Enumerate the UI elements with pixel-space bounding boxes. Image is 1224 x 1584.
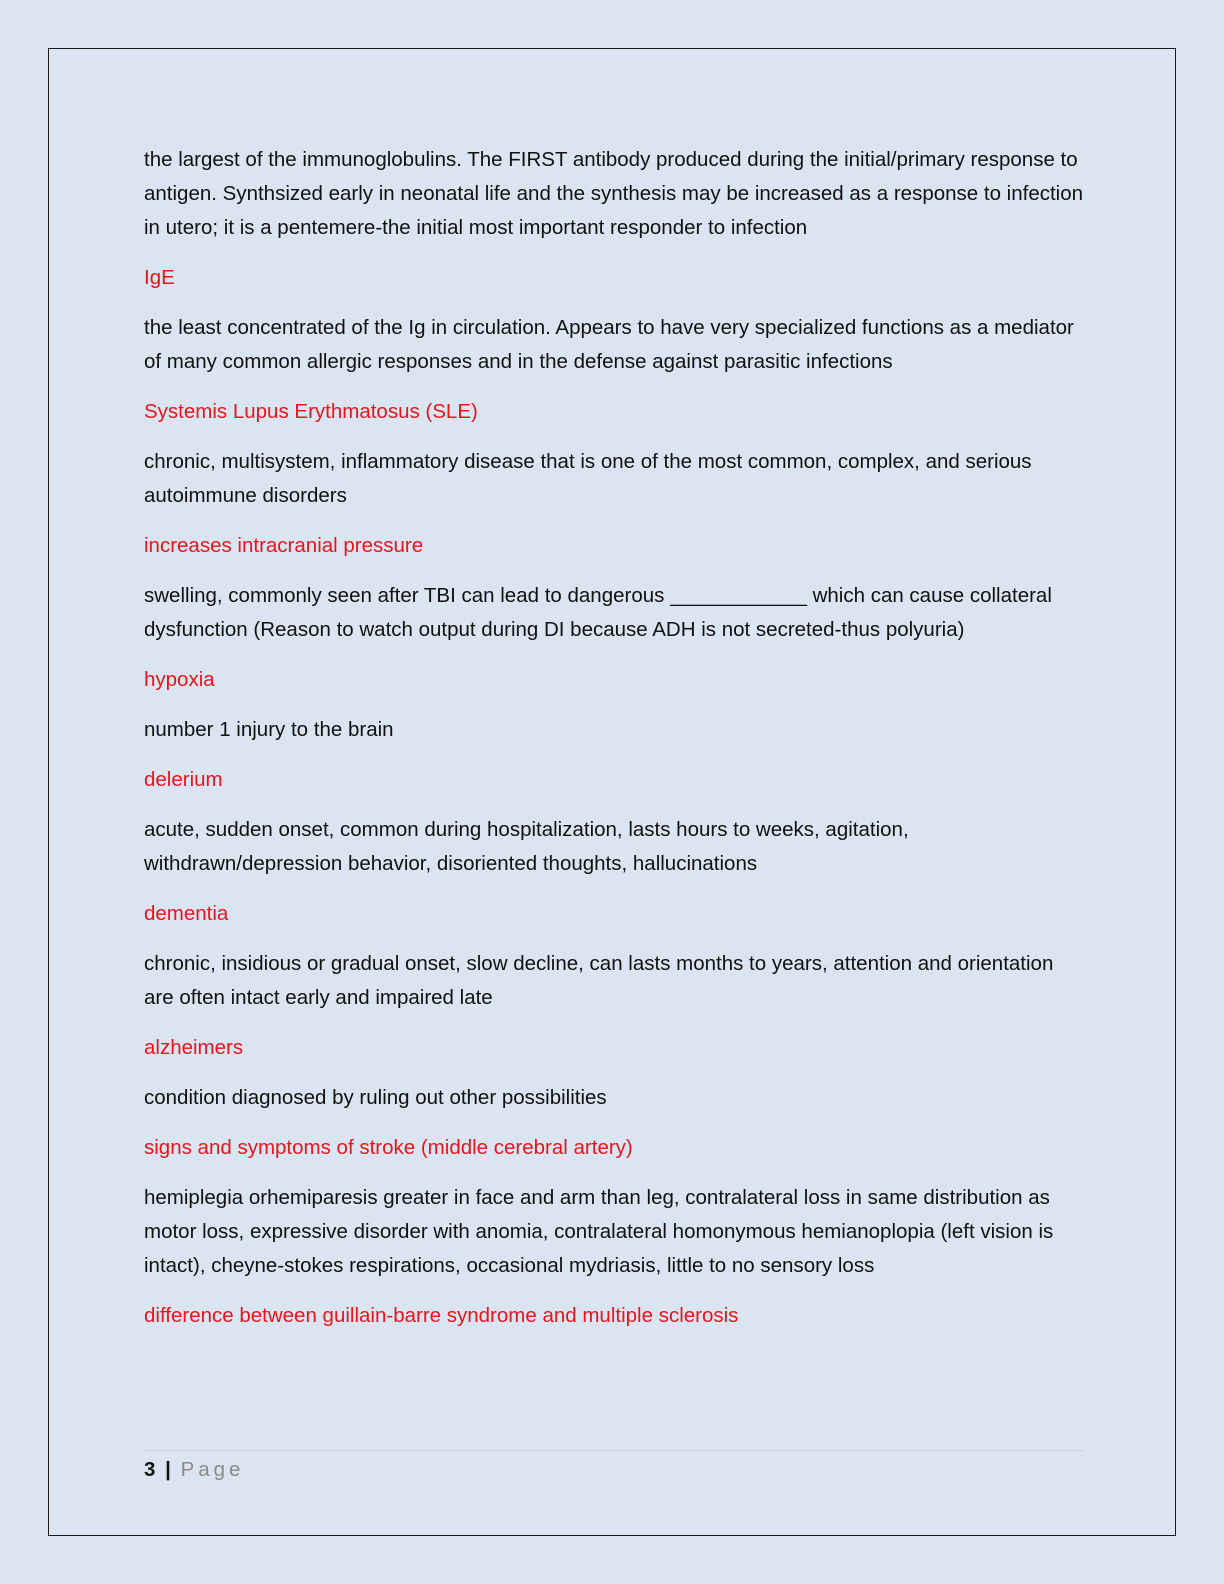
definition-text: number 1 injury to the brain <box>144 718 394 741</box>
definition-text: chronic, insidious or gradual onset, slow decline, can lasts months to years, attention and orientation are often intact early and impaired late <box>144 952 1054 1009</box>
definition-text: the least concentrated of the Ig in circulation. Appears to have very specialized functions as a mediator of many common allergic responses and in the defense against parasitic infections <box>144 316 1074 373</box>
term-heading: delerium <box>144 768 223 791</box>
definition-text: swelling, commonly seen after TBI can lead to dangerous ____________ which can cause collateral dysfunction (Reason to watch output during DI because ADH is not secreted-thus polyuria) <box>144 584 1052 641</box>
definition-text: acute, sudden onset, common during hospitalization, lasts hours to weeks, agitation, withdrawn/depression behavior, disoriented thoughts, hallucinations <box>144 818 909 875</box>
term-heading: difference between guillain-barre syndrome and multiple sclerosis <box>144 1304 739 1327</box>
term-heading: increases intracranial pressure <box>144 534 424 557</box>
term-heading: signs and symptoms of stroke (middle cerebral artery) <box>144 1136 633 1159</box>
footer-separator: | <box>165 1458 171 1481</box>
term-heading: IgE <box>144 266 175 289</box>
page-label: Page <box>180 1458 245 1481</box>
document-body <box>144 143 1084 1349</box>
term-heading: dementia <box>144 902 229 925</box>
footer-divider <box>144 1450 1084 1451</box>
definition-text: the largest of the immunoglobulins. The FIRST antibody produced during the initial/primary response to antigen. Synthsized early in neonatal life and the synthesis may be increased as a response to infection in utero; it is a pentemere-the initial most important responder to infection <box>144 148 1084 239</box>
page-footer <box>144 1455 244 1485</box>
page-number: 3 <box>144 1458 156 1481</box>
definition-text: condition diagnosed by ruling out other possibilities <box>144 1086 607 1109</box>
definition-text: chronic, multisystem, inflammatory disease that is one of the most common, complex, and serious autoimmune disorders <box>144 450 1032 507</box>
term-heading: alzheimers <box>144 1036 244 1059</box>
definition-text: hemiplegia orhemiparesis greater in face and arm than leg, contralateral loss in same distribution as motor loss, expressive disorder with anomia, contralateral homonymous hemianoplopia (left vision is intact), cheyne-stokes respirations, occasional mydriasis, little to no sensory loss <box>144 1186 1054 1277</box>
term-heading: Systemis Lupus Erythmatosus (SLE) <box>144 400 478 423</box>
term-heading: hypoxia <box>144 668 215 691</box>
